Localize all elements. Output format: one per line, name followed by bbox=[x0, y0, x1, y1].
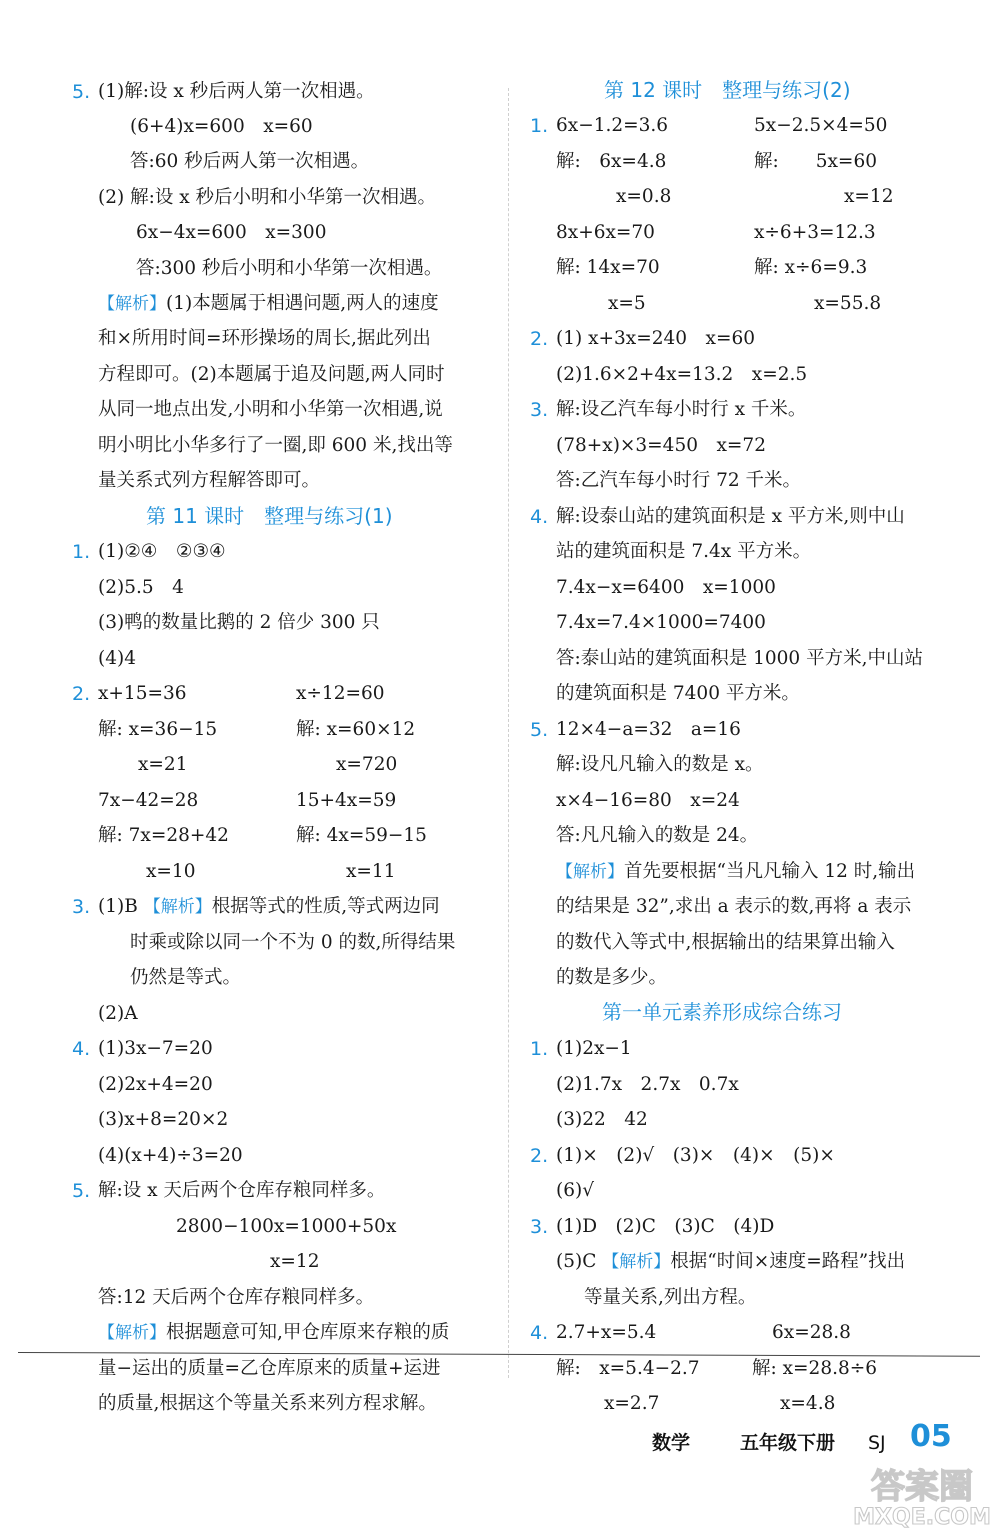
question-number: 2. bbox=[72, 683, 91, 705]
section-title-lesson-12: 第 12 课时 整理与练习(2) bbox=[604, 78, 851, 102]
equation: 5x−2.5×4=50 bbox=[754, 115, 888, 136]
equation: 解: x=60×12 bbox=[296, 719, 416, 740]
answer-line: 解:设泰山站的建筑面积是 x 平方米,则中山 bbox=[556, 506, 905, 527]
analysis-tag: 【 解析 】 bbox=[98, 294, 166, 314]
page-number: 05 bbox=[910, 1419, 952, 1454]
section-title-unit-review: 第一单元素养形成综合练习 bbox=[602, 1000, 842, 1024]
equation: x=12 bbox=[844, 186, 894, 207]
analysis-text: 的结果是 32”,求出 a 表示的数,再将 a 表示 bbox=[556, 896, 912, 917]
answer-choice: (1)B bbox=[98, 896, 138, 917]
equation: 7x−42=28 bbox=[98, 790, 199, 811]
equation: x=2.7 bbox=[604, 1393, 660, 1414]
equation: x÷6+3=12.3 bbox=[754, 222, 876, 243]
answer-line: 答:12 天后两个仓库存粮同样多。 bbox=[98, 1287, 375, 1308]
answer-choice: (5)C bbox=[556, 1251, 597, 1272]
equation: x=0.8 bbox=[616, 186, 672, 207]
equation: 解: x=28.8÷6 bbox=[752, 1358, 878, 1379]
equation: 解: 7x=28+42 bbox=[98, 825, 229, 846]
equation: 6x=28.8 bbox=[772, 1322, 851, 1343]
question-number: 5. bbox=[530, 719, 549, 741]
analysis-line bbox=[98, 1320, 449, 1346]
equation: x=720 bbox=[336, 754, 398, 775]
footer-edition: SJ bbox=[868, 1432, 886, 1454]
analysis-line bbox=[556, 1249, 905, 1275]
answer-line: (1)× (2)√ (3)× (4)× (5)× bbox=[556, 1145, 835, 1166]
answer-line: (1)②④ ②③④ bbox=[98, 541, 226, 562]
equation: 15+4x=59 bbox=[296, 790, 397, 811]
analysis-tag: 【 解析 】 bbox=[144, 897, 212, 917]
question-number: 3. bbox=[72, 896, 91, 918]
question-number: 5. bbox=[72, 1180, 91, 1202]
equation: (2)2x+4=20 bbox=[98, 1074, 213, 1095]
analysis-text: 根据“时间×速度=路程”找出 bbox=[670, 1251, 906, 1272]
analysis-text: 明小明比小华多行了一圈,即 600 米,找出等 bbox=[98, 435, 453, 456]
answer-line: (4)4 bbox=[98, 648, 136, 669]
equation: (1) x+3x=240 x=60 bbox=[556, 328, 756, 349]
equation: 12×4−a=32 a=16 bbox=[556, 719, 741, 740]
analysis-text: 和×所用时间=环形操场的周长,据此列出 bbox=[98, 328, 431, 349]
analysis-text: 量关系式列方程解答即可。 bbox=[98, 470, 321, 491]
watermark-url: MXQE.COM bbox=[853, 1505, 991, 1528]
equation: 2800−100x=1000+50x bbox=[176, 1216, 397, 1237]
footer-grade: 五年级下册 bbox=[740, 1432, 836, 1454]
question-number: 3. bbox=[530, 1216, 549, 1238]
footer-subject: 数学 bbox=[652, 1432, 691, 1454]
analysis-text: 等量关系,列出方程。 bbox=[584, 1287, 757, 1308]
equation: (78+x)×3=450 x=72 bbox=[556, 435, 766, 456]
answer-line: (6)√ bbox=[556, 1180, 594, 1201]
answer-line: (3)22 42 bbox=[556, 1109, 648, 1130]
equation: 8x+6x=70 bbox=[556, 222, 655, 243]
answer-line: (2)A bbox=[98, 1003, 138, 1024]
answer-line: (2)5.5 4 bbox=[98, 577, 184, 598]
answer-line: 解:设凡凡输入的数是 x。 bbox=[556, 754, 764, 775]
equation: x=55.8 bbox=[814, 293, 882, 314]
answer-line: 解:设乙汽车每小时行 x 千米。 bbox=[556, 399, 807, 420]
equation: 解: x=5.4−2.7 bbox=[556, 1358, 700, 1379]
answer-line: (2) 解:设 x 秒后小明和小华第一次相遇。 bbox=[98, 187, 437, 208]
equation: (4)(x+4)÷3=20 bbox=[98, 1145, 243, 1166]
equation: (3)x+8=20×2 bbox=[98, 1109, 229, 1130]
question-number: 1. bbox=[530, 1038, 549, 1060]
answer-line: 答:凡凡输入的数是 24。 bbox=[556, 825, 759, 846]
question-number: 1. bbox=[530, 115, 549, 137]
answer-line: (2)1.7x 2.7x 0.7x bbox=[556, 1074, 739, 1095]
equation: 解: x=36−15 bbox=[98, 719, 218, 740]
analysis-text: 的数代入等式中,根据输出的结果算出输入 bbox=[556, 932, 895, 953]
equation: 7.4x−x=6400 x=1000 bbox=[556, 577, 776, 598]
question-number: 2. bbox=[530, 1145, 549, 1167]
answer-line: 答:乙汽车每小时行 72 千米。 bbox=[556, 470, 802, 491]
answer-line: 答:60 秒后两人第一次相遇。 bbox=[130, 151, 370, 172]
question-number: 5. bbox=[72, 81, 91, 103]
equation: x÷12=60 bbox=[296, 683, 385, 704]
equation: x=21 bbox=[138, 754, 188, 775]
equation: (6+4)x=600 x=60 bbox=[130, 116, 313, 137]
equation: 解: 4x=59−15 bbox=[296, 825, 427, 846]
analysis-tag: 【 解析 】 bbox=[602, 1252, 670, 1272]
analysis-text: (1)本题属于相遇问题,两人的速度 bbox=[166, 293, 439, 314]
answer-line: (1)D (2)C (3)C (4)D bbox=[556, 1216, 775, 1237]
analysis-text: 方程即可。(2)本题属于追及问题,两人同时 bbox=[98, 364, 445, 385]
question-number: 3. bbox=[530, 399, 549, 421]
equation: x×4−16=80 x=24 bbox=[556, 790, 740, 811]
analysis-text: 量−运出的质量=乙仓库原来的质量+运进 bbox=[98, 1358, 441, 1379]
question-number: 4. bbox=[72, 1038, 91, 1060]
answer-line: 答:泰山站的建筑面积是 1000 平方米,中山站 bbox=[556, 648, 923, 669]
section-title-lesson-11: 第 11 课时 整理与练习(1) bbox=[146, 504, 393, 528]
column-divider bbox=[508, 88, 509, 1378]
analysis-text: 的数是多少。 bbox=[556, 967, 668, 988]
equation: x=5 bbox=[608, 293, 646, 314]
analysis-text: 仍然是等式。 bbox=[130, 967, 242, 988]
equation: (1)3x−7=20 bbox=[98, 1038, 213, 1059]
equation: 解: 14x=70 bbox=[556, 257, 660, 278]
analysis-line bbox=[98, 894, 440, 920]
analysis-text: 首先要根据“当凡凡输入 12 时,输出 bbox=[624, 861, 916, 882]
analysis-tag: 【 解析 】 bbox=[98, 1323, 166, 1343]
analysis-text: 的质量,根据这个等量关系来列方程求解。 bbox=[98, 1393, 437, 1414]
answer-line: 站的建筑面积是 7.4x 平方米。 bbox=[556, 541, 812, 562]
answer-line: 答:300 秒后小明和小华第一次相遇。 bbox=[136, 258, 443, 279]
question-number: 4. bbox=[530, 1322, 549, 1344]
answer-line: 的建筑面积是 7400 平方米。 bbox=[556, 683, 800, 704]
equation: x=12 bbox=[270, 1251, 320, 1272]
answer-line: (3)鸭的数量比鹅的 2 倍少 300 只 bbox=[98, 612, 380, 633]
answer-line: (1)解:设 x 秒后两人第一次相遇。 bbox=[98, 81, 375, 102]
watermark-logo bbox=[852, 1462, 992, 1528]
analysis-tag: 【 解析 】 bbox=[556, 862, 624, 882]
equation: 6x−4x=600 x=300 bbox=[136, 222, 327, 243]
analysis-line bbox=[98, 291, 439, 317]
equation: 解: 5x=60 bbox=[754, 151, 877, 172]
analysis-line bbox=[556, 859, 915, 885]
question-number: 4. bbox=[530, 506, 549, 528]
equation: x=11 bbox=[346, 861, 396, 882]
answer-line: 解:设 x 天后两个仓库存粮同样多。 bbox=[98, 1180, 386, 1201]
equation: (2)1.6×2+4x=13.2 x=2.5 bbox=[556, 364, 808, 385]
equation: 6x−1.2=3.6 bbox=[556, 115, 669, 136]
watermark-text: 答案圈 bbox=[871, 1467, 973, 1507]
equation: 7.4x=7.4×1000=7400 bbox=[556, 612, 766, 633]
answer-line: (1)2x−1 bbox=[556, 1038, 632, 1059]
equation: 解: x÷6=9.3 bbox=[754, 257, 868, 278]
equation: x=10 bbox=[146, 861, 196, 882]
question-number: 2. bbox=[530, 328, 549, 350]
equation: 解: 6x=4.8 bbox=[556, 151, 667, 172]
equation: 2.7+x=5.4 bbox=[556, 1322, 657, 1343]
analysis-text: 从同一地点出发,小明和小华第一次相遇,说 bbox=[98, 399, 443, 420]
analysis-text: 根据等式的性质,等式两边同 bbox=[211, 896, 440, 917]
analysis-text: 时乘或除以同一个不为 0 的数,所得结果 bbox=[130, 932, 456, 953]
analysis-text: 根据题意可知,甲仓库原来存粮的质 bbox=[166, 1322, 450, 1343]
equation: x=4.8 bbox=[780, 1393, 836, 1414]
question-number: 1. bbox=[72, 541, 91, 563]
equation: x+15=36 bbox=[98, 683, 187, 704]
